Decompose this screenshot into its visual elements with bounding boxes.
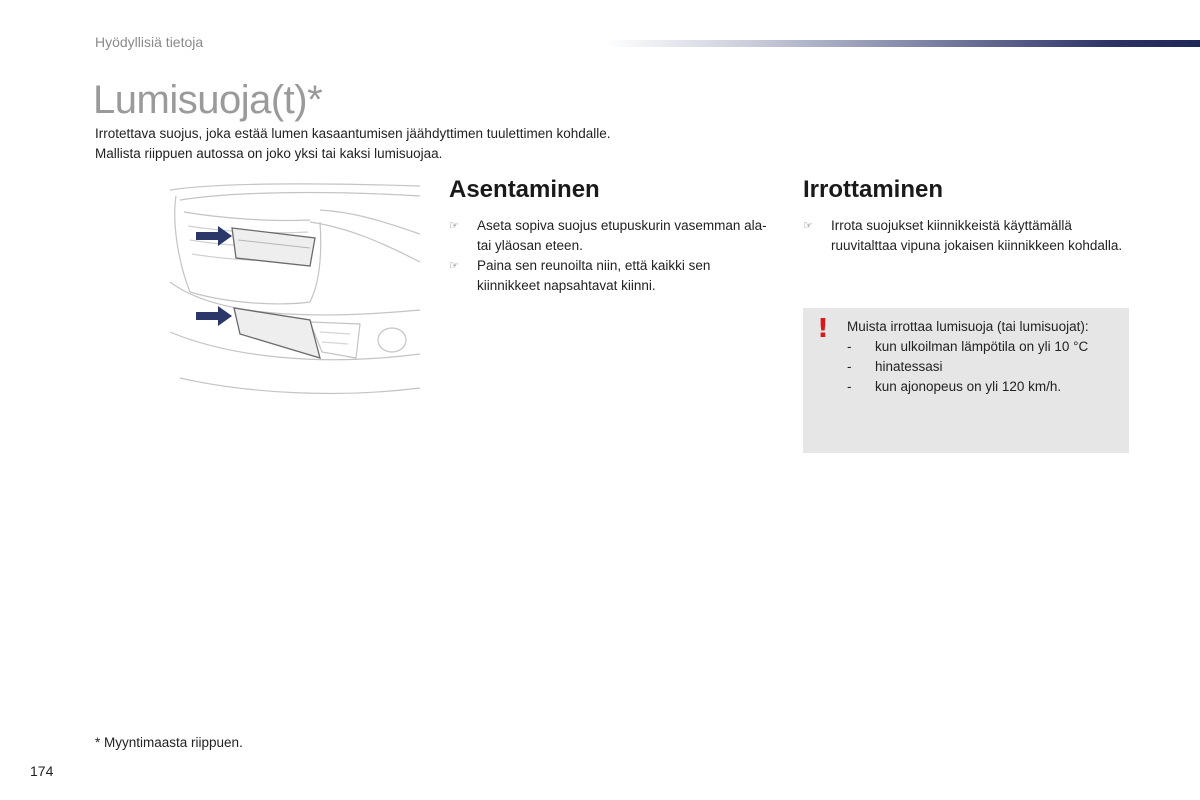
pointing-hand-icon: ☞ [449,260,459,272]
list-item-text: Aseta sopiva suojus etupuskurin vasemman ala- tai yläosan eteen. [477,218,767,253]
car-front-drawing [170,182,420,400]
irrottaminen-heading: Irrottaminen [803,176,944,203]
car-front-illustration [170,182,420,400]
warning-text [847,317,1089,397]
dash-marker: - [847,359,852,374]
list-item [449,216,769,256]
section-label: Hyödyllisiä tietoja [95,34,204,50]
page-title: Lumisuoja(t)* [93,78,323,122]
page-number: 174 [30,763,54,779]
pointing-hand-icon: ☞ [803,220,813,232]
dash-marker: - [847,379,852,394]
warning-item [847,357,1089,377]
exclamation-icon: ! [817,314,829,344]
list-item-text: Irrota suojukset kiinnikkeistä käyttämällä ruuvitalttaa vipuna jokaisen kiinnikkeen kohdalla. [831,218,1123,253]
irrottaminen-section [803,176,1123,256]
list-item [803,216,1123,256]
intro-text [95,124,735,164]
list-item [449,256,769,296]
list-item-text: Paina sen reunoilta niin, että kaikki sen kiinnikkeet napsahtavat kiinni. [477,258,711,293]
pointing-hand-icon: ☞ [449,220,459,232]
intro-line: Mallista riippuen autossa on joko yksi tai kaksi lumisuojaa. [95,146,443,161]
warning-item [847,377,1089,397]
warning-item-text: kun ulkoilman lämpötila on yli 10 °C [875,339,1089,354]
warning-item-text: hinatessasi [875,359,943,374]
asentaminen-heading: Asentaminen [449,176,600,203]
dash-marker: - [847,339,852,354]
footnote: * Myyntimaasta riippuen. [95,735,243,750]
intro-line: Irrotettava suojus, joka estää lumen kasaantumisen jäähdyttimen tuulettimen kohdalle. [95,126,611,141]
warning-item [847,337,1089,357]
warning-box [803,308,1129,453]
asentaminen-section [449,176,769,296]
warning-item-text: kun ajonopeus on yli 120 km/h. [875,379,1062,394]
warning-intro: Muista irrottaa lumisuoja (tai lumisuojat): [847,319,1089,334]
header-gradient-bar [605,40,1200,47]
